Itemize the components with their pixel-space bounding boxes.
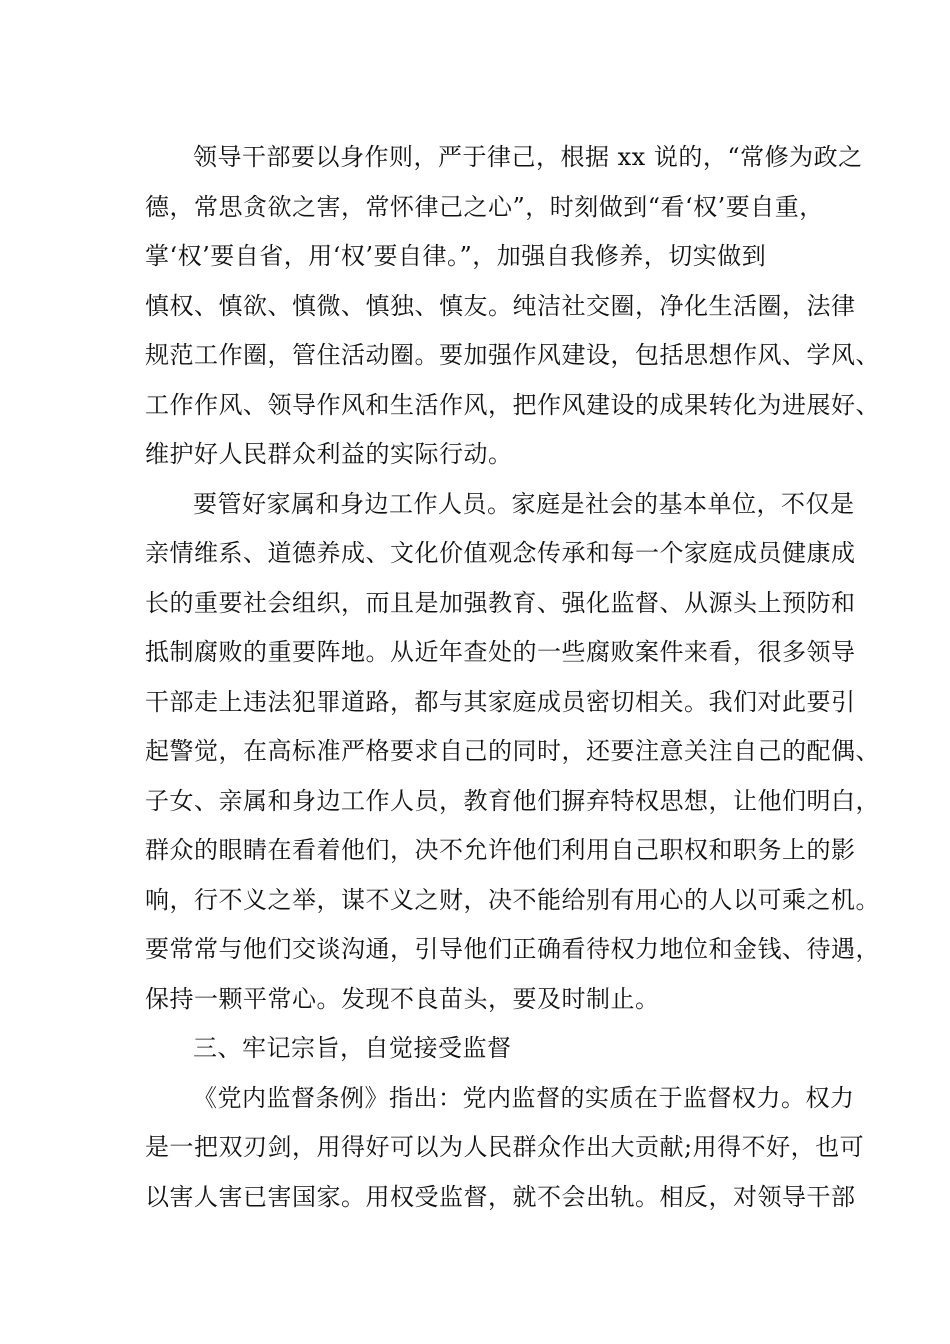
document-body bbox=[145, 133, 880, 1222]
text-line: 要管好家属和身边工作人员。家庭是社会的基本单位，不仅是 bbox=[193, 489, 855, 518]
text-line: 亲情维系、道德养成、文化价值观念传承和每一个家庭成员健康成 bbox=[145, 539, 856, 567]
text-line: 维护好人民群众利益的实际行动。 bbox=[145, 440, 513, 468]
text-line: 干部走上违法犯罪道路，都与其家庭成员密切相关。我们对此要引 bbox=[145, 687, 856, 716]
text-line: 德，常思贪欲之害，常怀律己之心”，时刻做到“看‘权’要自重， bbox=[145, 192, 824, 221]
paragraph-family-management bbox=[145, 480, 880, 1025]
text-line: 规范工作圈，管住活动圈。要加强作风建设，包括思想作风、学风、 bbox=[145, 341, 880, 369]
text-line: 慎权、慎欲、慎微、慎独、慎友。纯洁社交圈，净化生活圈，法律 bbox=[145, 291, 856, 320]
text-line: 群众的眼睛在看着他们，决不允许他们利用自己职权和职务上的影 bbox=[145, 836, 856, 864]
text-line: 抵制腐败的重要阵地。从近年查处的一些腐败案件来看，很多领导 bbox=[145, 638, 856, 666]
paragraph-self-discipline bbox=[145, 133, 880, 480]
text-line: 领导干部要以身作则，严于律己，根据 xx 说的，“常修为政之 bbox=[193, 143, 863, 171]
text-line: 掌‘权’要自省，用‘权’要自律。”，加强自我修养，切实做到 bbox=[145, 242, 767, 270]
text-line: 是一把双刃剑，用得好可以为人民群众作出大贡献;用得不好，也可 bbox=[145, 1133, 865, 1161]
text-line: 要常常与他们交谈沟通，引导他们正确看待权力地位和金钱、待遇， bbox=[145, 935, 880, 963]
text-line: 工作作风、领导作风和生活作风，把作风建设的成果转化为进展好、 bbox=[145, 390, 880, 419]
text-line: 保持一颗平常心。发现不良苗头，要及时制止。 bbox=[145, 984, 660, 1013]
text-line: 《党内监督条例》指出：党内监督的实质在于监督权力。权力 bbox=[193, 1083, 855, 1112]
text-line: 长的重要社会组织，而且是加强教育、强化监督、从源头上预防和 bbox=[145, 588, 856, 617]
section-heading-text: 三、牢记宗旨，自觉接受监督 bbox=[193, 1034, 512, 1062]
text-line: 响，行不义之举，谋不义之财，决不能给别有用心的人以可乘之机。 bbox=[145, 885, 880, 914]
section-heading-three bbox=[145, 1024, 805, 1074]
text-line: 起警觉，在高标准严格要求自己的同时，还要注意关注自己的配偶、 bbox=[145, 737, 880, 765]
text-line: 以害人害已害国家。用权受监督，就不会出轨。相反，对领导干部 bbox=[145, 1182, 856, 1211]
text-line: 子女、亲属和身边工作人员，教育他们摒弃特权思想，让他们明白， bbox=[145, 786, 880, 815]
paragraph-supervision bbox=[145, 1074, 865, 1223]
